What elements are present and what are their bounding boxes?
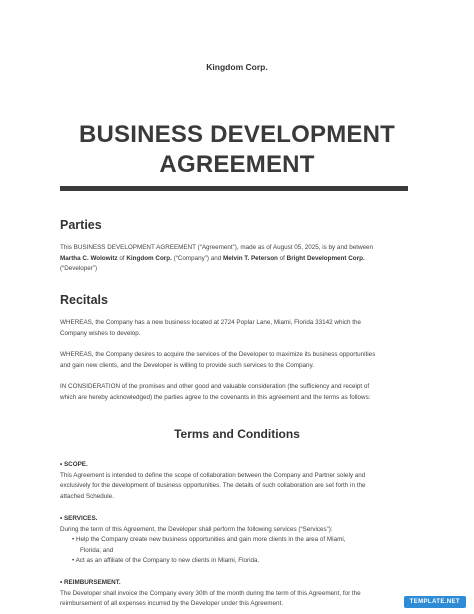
template-watermark: TEMPLATE.NET — [404, 596, 466, 608]
services-item-1: • Help the Company create new business opportunities and gain more clients in the area of Miami, — [72, 536, 346, 543]
party-1-org: Kingdom Corp. — [126, 254, 172, 262]
parties-line-1: This BUSINESS DEVELOPMENT AGREEMENT (“Agreement”), made as of August 05, 2025, is by and between — [60, 244, 373, 251]
services-item-2: • Act as an affiliate of the Company to new clients in Miami, Florida. — [72, 557, 260, 564]
reimbursement-section — [60, 578, 420, 610]
services-line-1: During the term of this Agreement, the Developer shall perform the following services (“Services”): — [60, 525, 333, 533]
recital-3-line-2: which are hereby acknowledged) the parties agree to the covenants in this agreement and the terms as follows: — [60, 393, 371, 401]
reimbursement-line-1: The Developer shall invoice the Company every 30th of the month during the term of this Agreement, for the — [60, 589, 361, 597]
scope-title: • SCOPE. — [60, 461, 88, 468]
party-2-name: Melvin T. Peterson — [222, 254, 278, 262]
reimbursement-line-2: reimbursement of all expenses incurred by the Developer under this Agreement. — [60, 600, 283, 607]
parties-paragraph — [60, 243, 420, 275]
reimbursement-title: • REIMBURSEMENT. — [60, 579, 121, 586]
parties-heading: Parties — [60, 218, 102, 232]
scope-line-3: attached Schedule. — [60, 492, 114, 500]
recital-1-line-1: WHEREAS, the Company has a new business located at 2724 Poplar Lane, Miami, Florida 33142 which the — [60, 319, 362, 326]
party-2-of: of — [277, 254, 287, 262]
document-title — [0, 120, 474, 180]
recital-paragraph-1 — [60, 318, 420, 339]
title-line-2: AGREEMENT — [159, 151, 315, 178]
scope-line-2: exclusively for the development of business opportunities. The details of such collaboration are set forth in the — [60, 482, 366, 489]
services-title: • SERVICES. — [60, 515, 98, 522]
scope-line-1: This Agreement is intended to define the scope of collaboration between the Company and Partner solely and — [60, 471, 366, 479]
party-1-role: (“Company”) and — [171, 254, 223, 262]
recital-2-line-2: and gain new clients, and the Developer is willing to provide such services to the Company. — [60, 361, 314, 369]
recital-paragraph-3 — [60, 382, 420, 403]
party-1-name: Martha C. Wolowitz — [60, 254, 118, 262]
recital-1-line-2: Company wishes to develop. — [60, 329, 141, 337]
services-section — [60, 514, 420, 567]
party-2-role: (“Developer”) — [60, 265, 98, 272]
terms-heading: Terms and Conditions — [174, 427, 300, 441]
party-2-org: Bright Development Corp. — [286, 254, 365, 262]
recitals-heading: Recitals — [60, 293, 108, 307]
parties-line-2 — [60, 254, 420, 265]
party-1-of: of — [117, 254, 127, 262]
recital-paragraph-2 — [60, 350, 420, 371]
scope-section — [60, 460, 420, 502]
recital-3-line-1: IN CONSIDERATION of the promises and other good and valuable consideration (the sufficiency and receipt of — [60, 383, 370, 390]
services-item-1-cont: Florida; and — [80, 546, 114, 554]
recital-2-line-1: WHEREAS, the Company desires to acquire the services of the Developer to maximize its business opportunities — [60, 351, 376, 358]
title-divider — [60, 186, 408, 191]
title-line-1: BUSINESS DEVELOPMENT — [78, 121, 396, 148]
company-name: Kingdom Corp. — [206, 62, 268, 72]
